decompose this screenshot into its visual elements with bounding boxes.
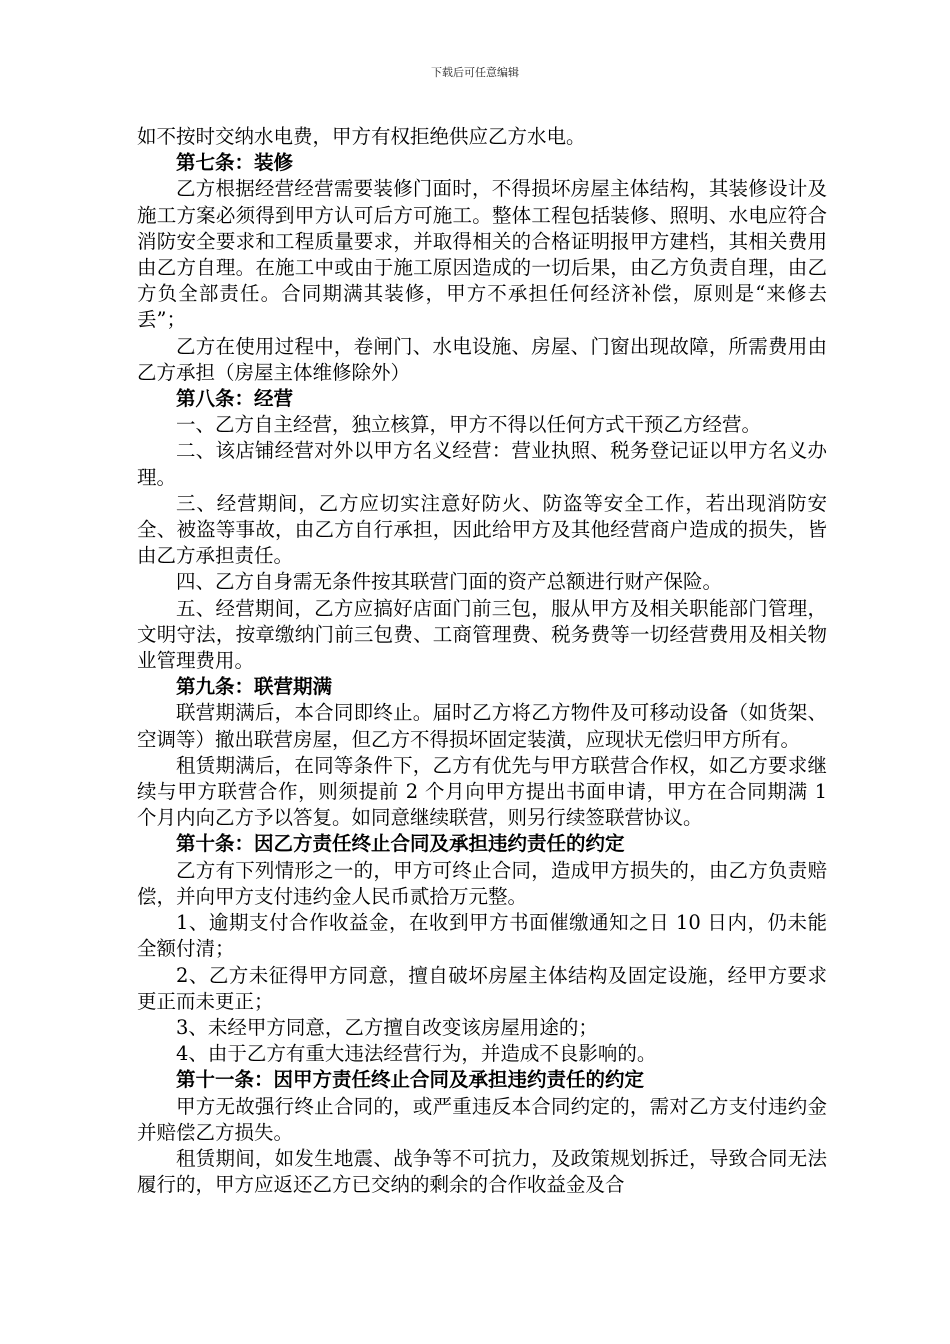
contract-paragraph: 一、乙方自主经营，独立核算，甲方不得以任何方式干预乙方经营。 — [176, 413, 762, 437]
contract-paragraph: 4、由于乙方有重大违法经营行为，并造成不良影响的。 — [176, 1042, 657, 1066]
article-heading: 第九条：联营期满 — [176, 675, 333, 699]
contract-paragraph: 如不按时交纳水电费，甲方有权拒绝供应乙方水电。 — [137, 125, 586, 148]
contract-paragraph: 乙方有下列情形之一的，甲方可终止合同，造成甲方损失的，由乙方负责赔偿，并向甲方支付违约金人民币贰拾万元整。 — [137, 858, 827, 908]
contract-paragraph: 二、该店铺经营对外以甲方名义经营：营业执照、税务登记证以甲方名义办理。 — [137, 439, 827, 489]
contract-paragraph: 联营期满后，本合同即终止。届时乙方将乙方物件及可移动设备（如货架、空调等）撤出联营房屋，但乙方不得损坏固定装潢，应现状无偿归甲方所有。 — [137, 701, 827, 751]
article-heading: 第十条：因乙方责任终止合同及承担违约责任的约定 — [176, 832, 625, 856]
contract-paragraph: 2、乙方未征得甲方同意，擅自破坏房屋主体结构及固定设施，经甲方要求更正而未更正； — [137, 963, 827, 1013]
contract-paragraph: 租赁期满后，在同等条件下，乙方有优先与甲方联营合作权，如乙方要求继续与甲方联营合作，则须提前 2 个月向甲方提出书面申请，甲方在合同期满 1 个月内向乙方予以答复。如同意继续联营，则另行续签联营协议。 — [137, 753, 827, 830]
article-heading: 第八条：经营 — [176, 387, 294, 411]
contract-body — [137, 124, 827, 1198]
article-heading: 第十一条：因甲方责任终止合同及承担违约责任的约定 — [176, 1068, 645, 1092]
contract-paragraph: 乙方在使用过程中，卷闸门、水电设施、房屋、门窗出现故障，所需费用由乙方承担（房屋主体维修除外） — [137, 334, 827, 384]
contract-paragraph: 乙方根据经营经营需要装修门面时，不得损坏房屋主体结构，其装修设计及施工方案必须得到甲方认可后方可施工。整体工程包括装修、照明、水电应符合消防安全要求和工程质量要求，并取得相关的合格证明报甲方建档，其相关费用由乙方自理。在施工中或由于施工原因造成的一切后果，由乙方负责自理，由乙方负全部责任。合同期满其装修，甲方不承担任何经济补偿，原则是“来修去丢”； — [137, 177, 827, 332]
contract-paragraph: 3、未经甲方同意，乙方擅自改变该房屋用途的； — [176, 1015, 598, 1039]
contract-paragraph: 五、经营期间，乙方应搞好店面门前三包，服从甲方及相关职能部门管理，文明守法，按章缴纳门前三包费、工商管理费、税务费等一切经营费用及相关物业管理费用。 — [137, 596, 827, 673]
contract-paragraph: 租赁期间，如发生地震、战争等不可抗力，及政策规划拆迁，导致合同无法履行的，甲方应返还乙方已交纳的剩余的合作收益金及合 — [137, 1146, 827, 1197]
contract-paragraph: 四、乙方自身需无条件按其联营门面的资产总额进行财产保险。 — [176, 570, 723, 594]
article-heading: 第七条：装修 — [176, 151, 294, 175]
contract-paragraph: 1、逾期支付合作收益金，在收到甲方书面催缴通知之日 10 日内，仍未能全额付清； — [137, 911, 827, 961]
contract-paragraph: 甲方无故强行终止合同的，或严重违反本合同约定的，需对乙方支付违约金并赔偿乙方损失。 — [137, 1094, 827, 1144]
contract-paragraph: 三、经营期间，乙方应切实注意好防火、防盗等安全工作，若出现消防安全、被盗等事故，由乙方自行承担，因此给甲方及其他经营商户造成的损失，皆由乙方承担责任。 — [137, 491, 827, 568]
page-header-note: 下载后可任意编辑 — [431, 66, 519, 79]
